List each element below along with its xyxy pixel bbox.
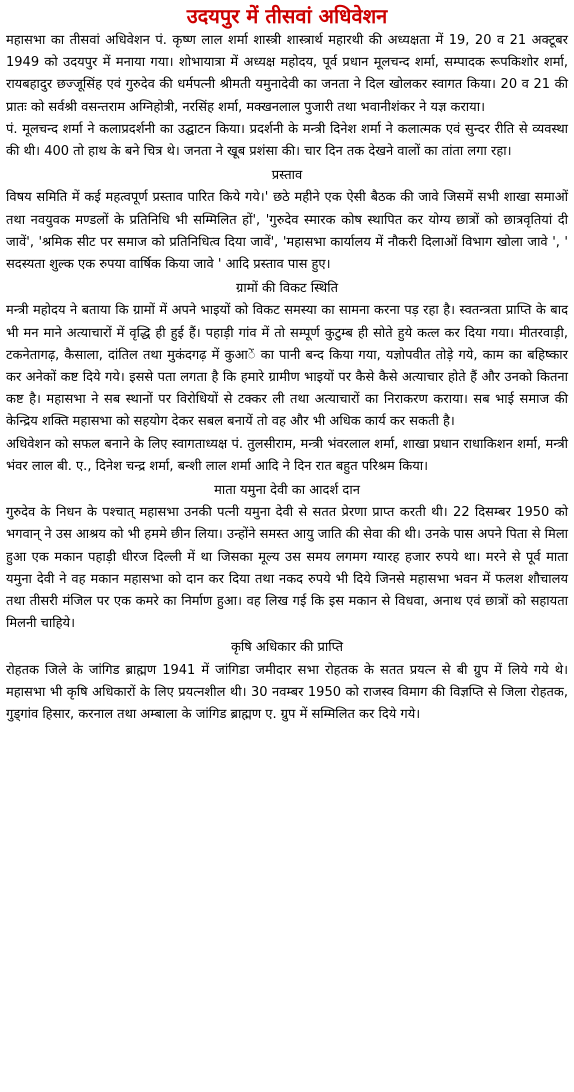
paragraph-donation: गुरुदेव के निधन के पश्चात् महासभा उनकी पत्नी यमुना देवी से सतत प्रेरणा प्राप्त करती थी। 22 दिसम्बर 1950 को भगवान् ने उस आश्रय को भी हममे छीन लिया। उन्होंने समस्त आयु जाति की सेवा की थी। उनके पास अपने पिता से मिला हुआ एक मकान पहाड़ी धीरज दिल्ली में था जिसका मूल्य उस समय लगमग ग्यारह हजार रुपये था। मरने से पूर्व माता यमुना देवी ने वह मकान महासभा को दान कर दिया तथा नकद रुपये भी दिये जिनसे महासभा भवन में फलश शौचालय तथा तीसरी मंजिल पर एक कमरे का निर्माण हुआ। वह लिख गई कि इस मकान से विधवा, अनाथ एवं छात्रों को सहायता मिलनी चाहिये। (6, 505, 568, 632)
section-heading-village-situation: ग्रामों की विकट स्थिति (236, 281, 338, 297)
paragraph-organisers: अधिवेशन को सफल बनाने के लिए स्वागताध्यक्ष पं. तुलसीराम, मन्त्री भंवरलाल शर्मा, शाखा प्रधान राधाकिशन शर्मा, मन्त्री भंवर लाल बी. ए., दिनेश चन्द्र शर्मा, बन्शी लाल शर्मा आदि ने दिन रात बहुत परिश्रम किया। (6, 436, 568, 474)
section-heading-donation: माता यमुना देवी का आदर्श दान (214, 483, 360, 499)
paragraph-session-intro: महासभा का तीसवां अधिवेशन पं. कृष्ण लाल शर्मा शास्त्री शास्त्रार्थ महारथी की अध्यक्षता में 19, 20 व 21 अक्टूबर 1949 को उदयपुर में मनाया गया। शोभायात्रा में अध्यक्ष महोदय, पूर्व प्रधान मूलचन्द शर्मा, सम्पादक रूपकिशोर शर्मा, रायबहादुर छज्जूसिंह एवं गुरुदेव की धर्मपत्नी श्रीमती यमुनादेवी का जनता ने दिल खोलकर स्वागत किया। 20 व 21 की प्रातः को सर्वश्री वसन्तराम अग्निहोत्री, नरसिंह शर्मा, मक्खनलाल पुजारी तथा भवानीशंकर ने यज्ञ कराया। (6, 33, 568, 115)
paragraph-art-exhibition: पं. मूलचन्द शर्मा ने कलाप्रदर्शनी का उद्घाटन किया। प्रदर्शनी के मन्त्री दिनेश शर्मा ने कलात्मक एवं सुन्दर रीति से व्यवस्था की थी। 400 तो हाथ के बने चित्र थे। जनता ने खूब प्रशंसा की। चार दिन तक देखने वालों का तांता लगा रहा। (6, 121, 568, 160)
section-heading-agriculture-rights: कृषि अधिकार की प्राप्ति (230, 640, 344, 656)
paragraph-village-situation: मन्त्री महोदय ने बताया कि ग्रामों में अपने भाइयों को विकट समस्या का सामना करना पड़ रहा है। स्वतन्त्रता प्राप्ति के बाद भी मन माने अत्याचारों में वृद्धि ही हुई हैं। पहाड़ी गांव में तो सम्पूर्ण कुटुम्ब ही सोते हुये कत्ल कर दिया गया। मीतरवाड़ी, टकनेतागढ़, कैसाला, दांतिल तथा मुकंदगढ़ में कुआें का पानी बन्द किया गया, यज्ञोपवीत तोड़े गये, काम का बहिष्कार कर अनेकों कष्ट दिये गये। इससे पता लगता है कि हमारे ग्रामीण भाइयों पर कैसे कैसे अत्याचार होते हैं और उनको कितना कष्ट है। महासभा ने सब स्थानों पर विरोधियों से टक्कर ली तथा अत्याचारों का निराकरण कराया। सब भाई समाज की केन्द्रिय शक्ति महासभा को सहयोग देकर सबल बनायें तो वह और भी अधिक कार्य कर सकती है। (6, 303, 568, 430)
section-heading-resolutions: प्रस्ताव (271, 168, 303, 184)
paragraph-agriculture-rights: रोहतक जिले के जांगिड ब्राह्मण 1941 में जांगिडा जमीदार सभा रोहतक के सतत प्रयत्न से बी ग्रुप में लिये गये थे। महासभा भी कृषि अधिकारों के लिए प्रयत्नशील थी। 30 नवम्बर 1950 को राजस्व विमाग की विज्ञप्ति से जिला रोहतक, गुड्गांव हिसार, करनाल तथा अम्बाला के जांगिड ब्राह्मण ए. ग्रुप में सम्मिलित कर दिये गये। (6, 662, 568, 723)
paragraph-resolutions: विषय समिति में कई महत्वपूर्ण प्रस्ताव पारित किये गये।' छठे महीने एक ऐसी बैठक की जावे जिसमें सभी शाखा समाओं तथा नवयुवक मण्डलों के प्रतिनिधि भी सम्मिलित हों', 'गुरुदेव स्मारक कोष स्थापित कर योग्य छात्रों को छात्रवृतियां दी जावें', 'श्रमिक सीट पर समाज को प्रतिनिधित्व दिया जावें', 'महासभा कार्यालय में नौकरी दिलाओं विभाग खोला जावे ', ' सदस्यता शुल्क एक रुपया वार्षिक किया जावे ' आदि प्रस्ताव पास हुए। (6, 190, 568, 273)
page-title: उदयपुर में तीसवां अधिवेशन (186, 4, 388, 28)
